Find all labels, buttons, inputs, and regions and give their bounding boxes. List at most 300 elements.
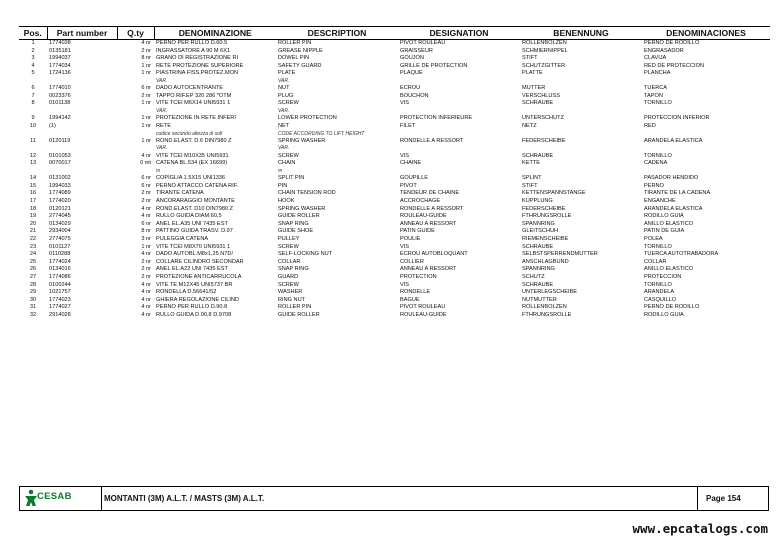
cell-qty: 2 nr [141, 190, 151, 197]
cell-benennung: SCHRAUBE [522, 281, 554, 288]
cell-denominazione: VAR. [156, 145, 168, 152]
table-note-row [19, 168, 770, 175]
cell-designation: PROTECTION INFERIEURE [400, 115, 473, 122]
cell-part-number: 0100244 [49, 281, 71, 288]
cell-qty: 8 nr [141, 55, 151, 62]
cell-denominazione: GRANO DI REGISTRAZIONE RI [156, 55, 239, 62]
cell-description: m [278, 167, 283, 174]
cell-qty: 1 nr [141, 137, 151, 144]
table-row [19, 259, 770, 267]
footer-title: MONTANTI (3M) A.L.T. / MASTS (3M) A.L.T. [104, 494, 265, 503]
cell-part-number: 1994142 [49, 115, 71, 122]
cell-part-number: 0110288 [49, 251, 71, 258]
cell-denominazione: codice secondo altezza di soll [156, 130, 223, 137]
cell-benennung: GLEITSCHUH [522, 228, 559, 235]
cell-denominaciones: CASQUILLO [644, 296, 677, 303]
cell-benennung [520, 145, 642, 152]
cell-description: SCREW [278, 243, 299, 250]
cell-description: PULLEY [278, 235, 300, 242]
cell-description: ROLLER PIN [278, 40, 312, 46]
cell-denominaciones: PROTECCION [644, 273, 682, 280]
cell-denominazione: PULEGGIA CATENA [156, 235, 209, 242]
cell-part-number: 1994037 [49, 55, 71, 62]
cell-part-number [47, 78, 117, 85]
cell-pos: 19 [29, 213, 37, 220]
table-row [19, 93, 770, 101]
cell-qty: 4 nr [141, 289, 151, 296]
cell-denominaciones: ANILLO ELASTICO [644, 220, 694, 227]
cell-qty: 2 nr [141, 197, 151, 204]
cell-pos [19, 168, 47, 175]
cell-qty: 2 nr [141, 273, 151, 280]
cell-denominazione: PROTEZIONE ANTICARRUCOLA [156, 273, 242, 280]
cell-part-number: 2774075 [49, 235, 71, 242]
cell-denominazione: RETE [156, 122, 171, 129]
table-row [19, 266, 770, 274]
cell-pos: 27 [29, 273, 37, 280]
cell-designation: ANNEAU A RESSORT [400, 220, 457, 227]
cell-denominaciones: PERNO DE RODILLO [644, 40, 700, 46]
cell-part-number: (1) [49, 122, 56, 129]
cell-benennung: FEDERSCHEIBE [522, 137, 566, 144]
header-denominaciones: DENOMINACIONES [642, 27, 770, 40]
table-row [19, 244, 770, 252]
cell-designation: FILET [400, 122, 416, 129]
cell-pos: 4 [31, 62, 35, 69]
cell-pos: 24 [29, 251, 37, 258]
cell-description: SAFETY GUARD [278, 62, 322, 69]
cell-pos: 14 [29, 175, 37, 182]
watermark-link[interactable]: www.epcatalogs.com [632, 521, 768, 536]
cell-denominaciones: RODILLO GUIA [644, 213, 684, 220]
table-row [19, 289, 770, 297]
cell-designation: COLLIER [400, 258, 424, 265]
cell-pos: 32 [29, 311, 37, 318]
table-row [19, 282, 770, 290]
cell-description: RING NUT [278, 296, 306, 303]
cell-benennung: SCHUTZ [522, 273, 545, 280]
cell-denominazione: COPIGLIA 1.5X15 UNI1336 [156, 175, 226, 182]
logo-text: CESAB [37, 491, 72, 502]
cell-description: SNAP RING [278, 266, 309, 273]
cell-benennung: ROLLENBOLZEN [522, 40, 567, 46]
cell-pos: 12 [29, 152, 37, 159]
header-denominazione: DENOMINAZIONE [154, 27, 276, 40]
cell-description: LOWER PROTECTION [278, 115, 337, 122]
cell-denominazione: CATENA BL.534 (EX 16699) [156, 160, 228, 167]
cell-qty: 6 nr [141, 175, 151, 182]
cell-part-number: 0134029 [49, 220, 71, 227]
cell-benennung: KUPPLUNG [522, 197, 553, 204]
cell-designation: ROULEAU-GUIDE [400, 311, 447, 318]
table-row [19, 175, 770, 183]
table-note-row [19, 145, 770, 152]
cell-pos: 22 [29, 235, 37, 242]
cell-designation: RONDELLE A RESSORT [400, 137, 464, 144]
cell-part-number: 1724136 [49, 70, 71, 77]
cell-designation [398, 168, 520, 175]
cell-denominazione: DADO AUTOBL.M8x1,25 N7D/ [156, 251, 233, 258]
cell-qty: 2 nr [141, 47, 151, 54]
table-row [19, 160, 770, 168]
cell-benennung: SCHRAUBE [522, 243, 554, 250]
cell-denominaciones: TIRANTE DE LA CADENA [644, 190, 711, 197]
cell-part-number: 1774020 [49, 197, 71, 204]
cell-pos: 2 [31, 47, 35, 54]
cell-qty: 4 nr [141, 213, 151, 220]
table-row [19, 100, 770, 108]
cell-denominaciones [642, 108, 770, 115]
cell-qty: 4 nr [141, 304, 151, 311]
cell-pos [19, 145, 47, 152]
cell-part-number: 0101127 [49, 243, 71, 250]
cell-description: CHAIN [278, 160, 296, 167]
cell-denominaciones: CLAVIJA [644, 55, 667, 62]
cell-qty [117, 108, 154, 115]
table-row [19, 236, 770, 244]
cell-denominaciones: TORNILLO [644, 152, 672, 159]
cell-denominaciones [642, 131, 770, 138]
cell-description: GUIDE ROLLER [278, 311, 320, 318]
cell-pos: 10 [29, 122, 37, 129]
cell-description: SELF-LOCKING NUT [278, 251, 333, 258]
cell-part-number: 1774024 [49, 258, 71, 265]
cell-designation: TENDEUR DE CHAINE [400, 190, 460, 197]
table-note-row [19, 78, 770, 85]
cell-description: NET [278, 122, 290, 129]
cell-description: COLLAR [278, 258, 301, 265]
cell-denominazione: INGRASSATORE A 90 M 6X1 [156, 47, 231, 54]
cell-benennung [520, 108, 642, 115]
cell-benennung: SCHUTZGITTER [522, 62, 566, 69]
cell-part-number: 0120119 [49, 137, 71, 144]
cell-part-number: 1774089 [49, 190, 71, 197]
cell-benennung: NUTMUTTER [522, 296, 557, 303]
cell-denominaciones: PERNO DE RODILLO [644, 304, 700, 311]
cell-part-number [47, 131, 117, 138]
cell-denominaciones: ENGRASADOR [644, 47, 684, 54]
cell-description: GUIDE SHOE [278, 228, 314, 235]
cell-benennung: SELBSTSPERRENDMUTTER [522, 251, 598, 258]
cell-designation: RONDELLE [400, 289, 431, 296]
cell-denominaciones [642, 168, 770, 175]
header-benennung: BENENNUNG [520, 27, 642, 40]
cell-description: HOOK [278, 197, 295, 204]
cell-designation: BOUCHON [400, 92, 429, 99]
cell-part-number [47, 145, 117, 152]
cell-part-number: 0135181 [49, 47, 71, 54]
cell-description: SPLIT PIN [278, 175, 305, 182]
cell-benennung: ROLLENBOLZEN [522, 304, 567, 311]
cell-pos [19, 131, 47, 138]
cell-denominazione: PATTINO GUIDA TRASV. D.97 [156, 228, 233, 235]
cell-description: GREASE NIPPLE [278, 47, 323, 54]
cell-pos: 28 [29, 281, 37, 288]
cell-part-number: 1774010 [49, 85, 71, 92]
cell-denominazione: COLLARE CILINDRO SECONDAR [156, 258, 244, 265]
cell-qty: 6 nr [141, 85, 151, 92]
table-row [19, 115, 770, 123]
cell-benennung: UNTERLEGSCHEIBE [522, 289, 578, 296]
cell-denominazione: PIASTRINA FISS.PROTEZ.MON [156, 70, 239, 77]
cell-pos [19, 78, 47, 85]
cell-part-number: 2774045 [49, 213, 71, 220]
cell-part-number: 0070017 [49, 160, 71, 167]
cell-part-number [47, 168, 117, 175]
cell-designation: GRILLE DE PROTECTION [400, 62, 468, 69]
cell-designation: PATIN GUIDE [400, 228, 435, 235]
cell-denominaciones: TORNILLO [644, 243, 672, 250]
cell-designation: VIS [400, 100, 410, 107]
cell-part-number: 1774034 [49, 62, 71, 69]
cell-pos: 17 [29, 197, 37, 204]
cell-designation: GOUJON [400, 55, 424, 62]
cell-benennung: MUTTER [522, 85, 546, 92]
cell-designation: VIS [400, 243, 410, 250]
cell-description: SCREW [278, 281, 299, 288]
cell-qty: 1 nr [141, 115, 151, 122]
cell-denominaciones: COLLAR [644, 258, 667, 265]
cell-designation: PLAQUE [400, 70, 423, 77]
cell-pos: 21 [29, 228, 37, 235]
cell-denominazione: RULLO GUIDA DIAM.60,5 [156, 213, 222, 220]
page-number-box [697, 487, 768, 510]
cell-denominazione: VITE TE M12X45 UNI5737 BR [156, 281, 233, 288]
cell-pos: 11 [30, 137, 36, 144]
cell-benennung: SCHRAUBE [522, 100, 554, 107]
cell-benennung [520, 168, 642, 175]
cell-benennung: ANSCHLAGBUND [522, 258, 569, 265]
cell-benennung: PLATTE [522, 70, 543, 77]
cell-pos: 7 [31, 92, 35, 99]
cell-qty: 1 nr [141, 243, 151, 250]
table-note-row [19, 108, 770, 115]
cell-qty: 1 nr [141, 70, 151, 77]
cell-designation: PROTECTION [400, 273, 437, 280]
cell-benennung: SCHRAUBE [522, 152, 554, 159]
cell-description: DOWEL PIN [278, 55, 310, 62]
cell-description: GUARD [278, 273, 299, 280]
cell-denominazione: VAR. [156, 77, 168, 84]
cell-denominaciones: RODILLO GUIA [644, 311, 684, 318]
cell-qty: 4 nr [141, 296, 151, 303]
cell-description: NUT [278, 85, 290, 92]
cell-designation: ECROU AUTOBLOQUANT [400, 251, 468, 258]
table-row [19, 138, 770, 146]
cell-pos: 18 [29, 205, 37, 212]
cell-qty: 6 nr [141, 182, 151, 189]
cell-part-number: 2914028 [49, 311, 71, 318]
cell-qty [117, 168, 154, 175]
cell-denominazione: RONDELLA D.56641/52 [156, 289, 217, 296]
cell-denominazione: TIRANTE CATENA [156, 190, 204, 197]
logo-box [20, 487, 102, 510]
table-row [19, 183, 770, 191]
page-footer [19, 486, 769, 511]
table-row [19, 312, 770, 320]
cell-designation: GOUPILLE [400, 175, 428, 182]
cell-part-number: 1774086 [49, 273, 71, 280]
cell-denominazione: ANEL EL.A22 UNI 7435 EST [156, 266, 228, 273]
cell-qty: 1 nr [141, 62, 151, 69]
cell-qty: 1 nr [141, 100, 151, 107]
cell-pos: 23 [29, 243, 37, 250]
cell-part-number: 1774038 [49, 40, 71, 46]
cell-qty: 3 nr [141, 235, 151, 242]
cell-description: CODE ACCORDING TO LIFT HEIGHT [278, 130, 365, 137]
cell-benennung: VERSCHLUSS [522, 92, 560, 99]
table-row [19, 221, 770, 229]
cell-pos: 8 [31, 100, 35, 107]
cell-denominazione: TAPPO RIF.EP 320 286 *OTM [156, 92, 232, 99]
cell-denominazione: PROTEZIONE IN RETE INFERI [156, 115, 236, 122]
cell-designation: ECROU [400, 85, 421, 92]
table-row [19, 55, 770, 63]
cell-description: SPRING WASHER [278, 205, 326, 212]
cell-description: PLATE [278, 70, 296, 77]
cell-pos: 13 [29, 160, 37, 167]
cell-pos: 1 [31, 40, 35, 46]
header-part-number: Part number [47, 27, 117, 40]
table-row [19, 251, 770, 259]
cell-pos [19, 108, 47, 115]
cell-denominaciones: ANILLO ELASTICO [644, 266, 694, 273]
table-row [19, 213, 770, 221]
cell-benennung: SPLINT [522, 175, 542, 182]
table-row [19, 297, 770, 305]
table-header-row [19, 27, 770, 40]
cell-denominaciones: ARANDELA ELASTICA [644, 137, 703, 144]
cell-denominaciones: TORNILLO [644, 100, 672, 107]
table-row [19, 274, 770, 282]
cell-description: SCREW [278, 100, 299, 107]
header-designation: DESIGNATION [398, 27, 520, 40]
cell-denominaciones: TUERCA [644, 85, 667, 92]
cell-denominazione: PERNO PER RULLO D.60.5 [156, 40, 228, 46]
cell-denominaciones [642, 145, 770, 152]
cell-benennung: RIEMENSCHEIBE [522, 235, 569, 242]
cell-pos: 15 [29, 182, 37, 189]
cell-qty: 4 nr [141, 311, 151, 318]
cell-part-number: 1021757 [49, 289, 71, 296]
table-row [19, 48, 770, 56]
cell-description: WASHER [278, 289, 303, 296]
cell-qty: 1 nr [141, 122, 151, 129]
cell-description: PIN [278, 182, 288, 189]
table-row [19, 123, 770, 131]
cell-qty [117, 78, 154, 85]
cell-benennung: FTHRUNGSROLLE [522, 213, 572, 220]
cell-designation: BAGUE [400, 296, 420, 303]
cell-denominazione: m [156, 167, 161, 174]
table-row [19, 190, 770, 198]
cell-part-number: 0131002 [49, 175, 71, 182]
cell-denominaciones: TUERCA AUTOTRABADORA [644, 251, 719, 258]
cell-qty [117, 131, 154, 138]
cell-part-number [47, 108, 117, 115]
cell-benennung: FEDERSCHEIBE [522, 205, 566, 212]
cell-description: GUIDE ROLLER [278, 213, 320, 220]
table-note-row [19, 131, 770, 138]
cell-pos: 16 [29, 190, 37, 197]
cell-denominaciones: PATIN DE GUIA [644, 228, 685, 235]
cell-benennung [520, 131, 642, 138]
cell-part-number: 1774027 [49, 304, 71, 311]
cell-denominaciones: TORNILLO [644, 281, 672, 288]
cell-denominazione: RULLO GUIDA D.90,8 D.9708 [156, 311, 232, 318]
cell-designation [398, 131, 520, 138]
cell-denominaciones [642, 78, 770, 85]
cell-qty: 4 nr [141, 205, 151, 212]
cell-pos: 20 [29, 220, 37, 227]
cell-pos: 31 [29, 304, 37, 311]
cell-denominaciones: POLEA [644, 235, 663, 242]
cell-benennung: FTHRUNGSROLLE [522, 311, 572, 318]
cell-pos: 25 [29, 258, 37, 265]
cell-denominazione: ANEL EL.A35 UNI 7435 EST [156, 220, 228, 227]
cell-denominazione: VITE TCEI M10X35 UNI5931 [156, 152, 229, 159]
cell-denominaciones: PASADOR HENDIDO [644, 175, 699, 182]
cell-designation: GRAISSEUR [400, 47, 433, 54]
cell-part-number: 0101053 [49, 152, 71, 159]
cell-denominaciones: PLANCHA [644, 70, 671, 77]
header-qty: Q.ty [117, 27, 154, 40]
cell-qty: 2 nr [141, 266, 151, 273]
cell-denominaciones: ARANDELA [644, 289, 675, 296]
cell-denominazione: ROND.ELAST. D10 DIN7980 Z [156, 205, 234, 212]
cell-denominazione: PERNO ATTACCO CATENA RIF. [156, 182, 239, 189]
cell-benennung: SCHMIERNIPPEL [522, 47, 568, 54]
cell-pos: 5 [31, 70, 35, 77]
cell-denominaciones: ARANDELA ELASTICA [644, 205, 703, 212]
cell-benennung: KETTE [522, 160, 541, 167]
cell-description: ROLLER PIN [278, 304, 312, 311]
cell-part-number: 2934004 [49, 228, 71, 235]
cell-denominaciones: PERNO [644, 182, 664, 189]
cell-pos: 29 [29, 289, 37, 296]
cell-designation [398, 145, 520, 152]
cell-qty: 4 nr [141, 152, 151, 159]
cell-qty: 2 nr [141, 258, 151, 265]
cell-denominazione: VITE TCEI M8X70 UNI5931 1 [156, 243, 231, 250]
cell-benennung: KETTENSPANNSTANGE [522, 190, 586, 197]
table-row [19, 198, 770, 206]
cell-part-number: 1774023 [49, 296, 71, 303]
header-description: DESCRIPTION [276, 27, 398, 40]
parts-table [19, 26, 770, 319]
cell-pos: 30 [29, 296, 37, 303]
cell-pos: 26 [29, 266, 37, 273]
cell-benennung: STIFT [522, 55, 538, 62]
cell-designation [398, 78, 520, 85]
cell-denominazione: VAR. [156, 108, 168, 115]
cell-qty [117, 145, 154, 152]
cell-designation: CHAINE [400, 160, 422, 167]
cell-benennung: SPANNRING [522, 220, 555, 227]
cell-qty: 6 nr [141, 220, 151, 227]
parts-table-container [19, 26, 770, 319]
cell-description: SCREW [278, 152, 299, 159]
cell-designation: VIS [400, 281, 410, 288]
cell-denominazione: PERNO PER RULLO D.90.8 [156, 304, 228, 311]
header-pos: Pos. [19, 27, 47, 40]
cell-qty: 4 nr [141, 40, 151, 46]
cell-benennung: STIFT [522, 182, 538, 189]
table-row [19, 85, 770, 93]
cell-designation: RONDELLE A RESSORT [400, 205, 464, 212]
cell-pos: 9 [31, 115, 35, 122]
cell-designation: ROULEAU-GUIDE [400, 213, 447, 220]
